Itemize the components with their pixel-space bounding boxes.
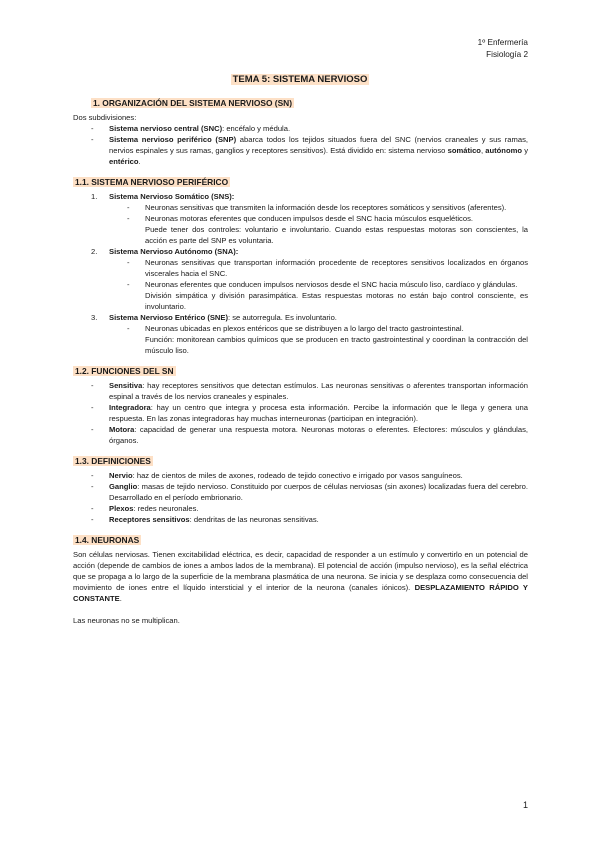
subdivision-list: [73, 123, 528, 167]
header-course: 1º Enfermería: [477, 38, 528, 47]
section-definiciones: [73, 456, 528, 525]
page-header: [478, 37, 528, 60]
list-item: - Neuronas sensitivas que transportan información procedente de receptores sensitivos localizados en órganos viscerales hacia el SNC.: [109, 257, 528, 279]
list-item: - Sistema nervioso central (SNC): encéfalo y médula.: [73, 123, 528, 134]
list-item: - Integradora: hay un centro que integra y procesa esta información. Percibe la información que le llega y genera una respuesta. En las zonas integradoras hay muchas interneuronas (participan en integración).: [73, 402, 528, 424]
section-heading: 1. ORGANIZACIÓN DEL SISTEMA NERVIOSO (SN): [93, 98, 293, 108]
section-snp: [73, 177, 528, 356]
list-item: - Sistema nervioso periférico (SNP) abarca todos los tejidos situados fuera del SNC (nervios craneales y sus ramas, nervios espinales y sus ramas, ganglios y receptores sensitivos). Está dividido en: sistema nervioso somático, autónomo y entérico.: [73, 134, 528, 167]
document-body: [73, 98, 528, 626]
list-item: 3. Sistema Nervioso Entérico (SNE): se autorregula. Es involuntario. - Neuronas ubicadas en plexos entéricos que se distribuyen a lo largo del tracto gastrointestinal. Función: monitorean cambios químicos que se producen en tracto gastrointestinal y coordinan la contracción del músculo liso.: [73, 312, 528, 356]
section-neuronas: [73, 535, 528, 626]
section-heading: 1.3. DEFINICIONES: [75, 456, 151, 466]
document-title: TEMA 5: SISTEMA NERVIOSO: [232, 74, 368, 85]
definiciones-list: [73, 470, 528, 525]
list-item: - Neuronas motoras eferentes que conducen impulsos desde el SNC hacia músculos esqueléticos. Puede tener dos controles: voluntario e involuntario. Cuando estas respuestas motoras son conscientes, la acción es parte del SNP es voluntaria.: [109, 213, 528, 246]
funciones-list: [73, 380, 528, 446]
list-item: - Nervio: haz de cientos de miles de axones, rodeado de tejido conectivo e irrigado por vasos sanguíneos.: [73, 470, 528, 481]
section-funciones: [73, 366, 528, 446]
header-subject: Fisiología 2: [486, 49, 528, 59]
neuronas-note: Las neuronas no se multiplican.: [73, 616, 180, 625]
list-item: - Neuronas eferentes que conducen impulsos nerviosos desde el SNC hacia músculo liso, cardíaco y glándulas. División simpática y división parasimpática. Estas respuestas motoras no están bajo control consciente, es involuntario.: [109, 279, 528, 312]
intro-text: Dos subdivisiones:: [73, 113, 137, 122]
snp-list: [73, 191, 528, 356]
list-item: - Plexos: redes neuronales.: [73, 503, 528, 514]
list-item: 2. Sistema Nervioso Autónomo (SNA): - Neuronas sensitivas que transportan información procedente de receptores sensitivos localizados en órganos viscerales hacia el SNC. - Neuronas eferentes que conducen impulsos nerviosos desde el SNC hacia músculo liso, cardíaco y glándulas. División simpática y división parasimpática. Estas respuestas motoras no están bajo control consciente, es involuntario.: [73, 246, 528, 312]
neuronas-paragraph: Son células nerviosas. Tienen excitabilidad eléctrica, es decir, capacidad de responder a un estímulo y convertirlo en un potencial de acción (depende de cambios de iones a ambos lados de la membrana). El potencial de acción (impulso nervioso), es la señal eléctrica que se propaga a lo largo de la superficie de la membrana plasmática de una neurona. Se inicia y se desplaza como consecuencia del movimiento de iones entre el líquido intersticial y el interior de la neurona (canales iónicos). DESPLAZAMIENTO RÁPIDO Y CONSTANTE.: [73, 550, 528, 603]
section-heading: 1.2. FUNCIONES DEL SN: [75, 366, 174, 376]
page-number: 1: [522, 800, 528, 810]
section-heading: 1.1. SISTEMA NERVIOSO PERIFÉRICO: [75, 177, 229, 187]
list-item: - Neuronas ubicadas en plexos entéricos que se distribuyen a lo largo del tracto gastrointestinal. Función: monitorean cambios químicos que se producen en tracto gastrointestinal y coordinan la contracción del músculo liso.: [109, 323, 528, 356]
list-item: - Sensitiva: hay receptores sensitivos que detectan estímulos. Las neuronas sensitivas o aferentes transportan información espinal a través de los nervios craneales y espinales.: [73, 380, 528, 402]
list-item: - Receptores sensitivos: dendritas de las neuronas sensitivas.: [73, 514, 528, 525]
section-heading: 1.4. NEURONAS: [75, 535, 140, 545]
list-item: 1. Sistema Nervioso Somático (SNS): - Neuronas sensitivas que transmiten la información desde los receptores somáticos y sensitivos (aferentes). - Neuronas motoras eferentes que conducen impulsos desde el SNC hacia músculos esqueléticos. Puede tener dos controles: voluntario e involuntario. Cuando estas respuestas motoras son conscientes, la acción es parte del SNP es voluntaria.: [73, 191, 528, 246]
section-organizacion: [73, 98, 528, 167]
list-item: - Neuronas sensitivas que transmiten la información desde los receptores somáticos y sensitivos (aferentes).: [109, 202, 528, 213]
list-item: - Ganglio: masas de tejido nervioso. Constituido por cuerpos de células nerviosas (sin axones) localizadas fuera del cerebro. Desarrollado en el período embrionario.: [73, 481, 528, 503]
list-item: - Motora: capacidad de generar una respuesta motora. Neuronas motoras o eferentes. Efectores: músculos y glándulas, órganos.: [73, 424, 528, 446]
